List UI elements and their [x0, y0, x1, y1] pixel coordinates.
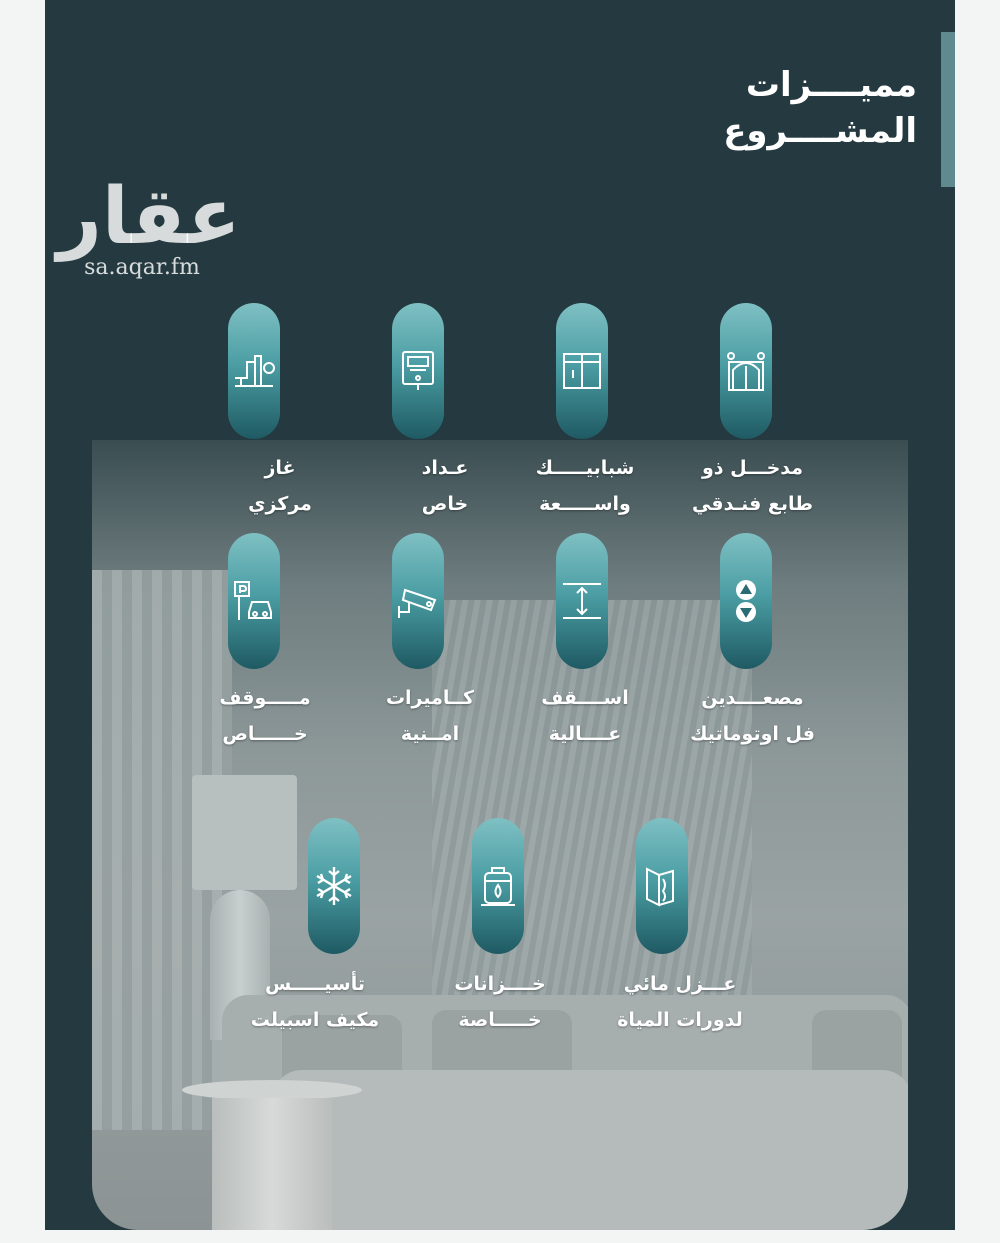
accent-bar — [941, 32, 955, 187]
water-tank-icon — [475, 863, 521, 909]
feature-private-parking — [185, 533, 360, 763]
feature-security-cameras — [350, 533, 525, 763]
feature-label-line-1: تأسيـــــس — [264, 973, 366, 995]
feature-label-line-2: طابع فنـدقي — [691, 493, 814, 515]
watermark — [57, 172, 241, 281]
poster — [45, 0, 955, 1230]
feature-label-line-2: خــــــاص — [222, 723, 308, 745]
feature-high-ceilings — [515, 533, 690, 763]
feature-label-line-2: مركزي — [248, 493, 312, 515]
window-icon — [559, 348, 605, 394]
watermark-url: sa.aqar.fm — [84, 255, 200, 280]
feature-label-line-2: مكيف اسبيلت — [250, 1009, 380, 1031]
feature-label-line-1: غاز — [264, 457, 296, 479]
feature-private-meter — [350, 303, 525, 533]
feature-label-line-2: خاص — [421, 493, 469, 515]
snowflake-ac-icon — [311, 863, 357, 909]
feature-label-line-1: مـــــوقف — [219, 687, 311, 709]
watermark-logo: عقار — [57, 172, 241, 262]
feature-label-line-1: كــاميرات — [385, 687, 475, 709]
insulation-icon — [639, 863, 685, 909]
feature-label-line-1: شبابيـــــك — [535, 457, 635, 479]
gas-pipe-icon — [231, 348, 277, 394]
feature-label-line-1: مدخـــل ذو — [701, 457, 804, 479]
feature-central-gas — [185, 303, 360, 533]
feature-label-line-2: واســـــعة — [539, 493, 631, 515]
feature-label-line-2: امــنية — [400, 723, 460, 745]
feature-hotel-entrance — [675, 303, 850, 533]
feature-waterproofing — [590, 818, 765, 1048]
page-title — [617, 62, 917, 154]
elevator-icon — [723, 578, 769, 624]
feature-label-line-2: عــــالية — [548, 723, 622, 745]
parking-icon — [231, 578, 277, 624]
feature-elevators — [675, 533, 850, 763]
feature-label-line-2: لدورات المياة — [617, 1009, 743, 1031]
feature-label-line-2: خـــــاصة — [458, 1009, 542, 1031]
security-camera-icon — [395, 578, 441, 624]
feature-wide-windows — [515, 303, 690, 533]
coffee-table-base — [212, 1098, 332, 1230]
feature-split-ac — [250, 818, 430, 1048]
sofa-seat — [272, 1070, 908, 1230]
coffee-table-top — [182, 1080, 362, 1100]
title-line-1: مميــــزات — [745, 65, 917, 105]
feature-water-tanks — [430, 818, 605, 1048]
feature-label-line-2: فل اوتوماتيك — [690, 723, 815, 745]
feature-label-line-1: خــــزانات — [454, 973, 546, 995]
title-line-2: المشــــروع — [723, 111, 917, 151]
feature-label-line-1: مصعــــدين — [701, 687, 804, 709]
feature-label-line-1: عـــزل مائي — [623, 973, 737, 995]
gate-icon — [723, 348, 769, 394]
feature-label-line-1: عـداد — [421, 457, 469, 479]
meter-icon — [395, 348, 441, 394]
ceiling-height-icon — [559, 578, 605, 624]
feature-label-line-1: اســــقف — [541, 687, 629, 709]
